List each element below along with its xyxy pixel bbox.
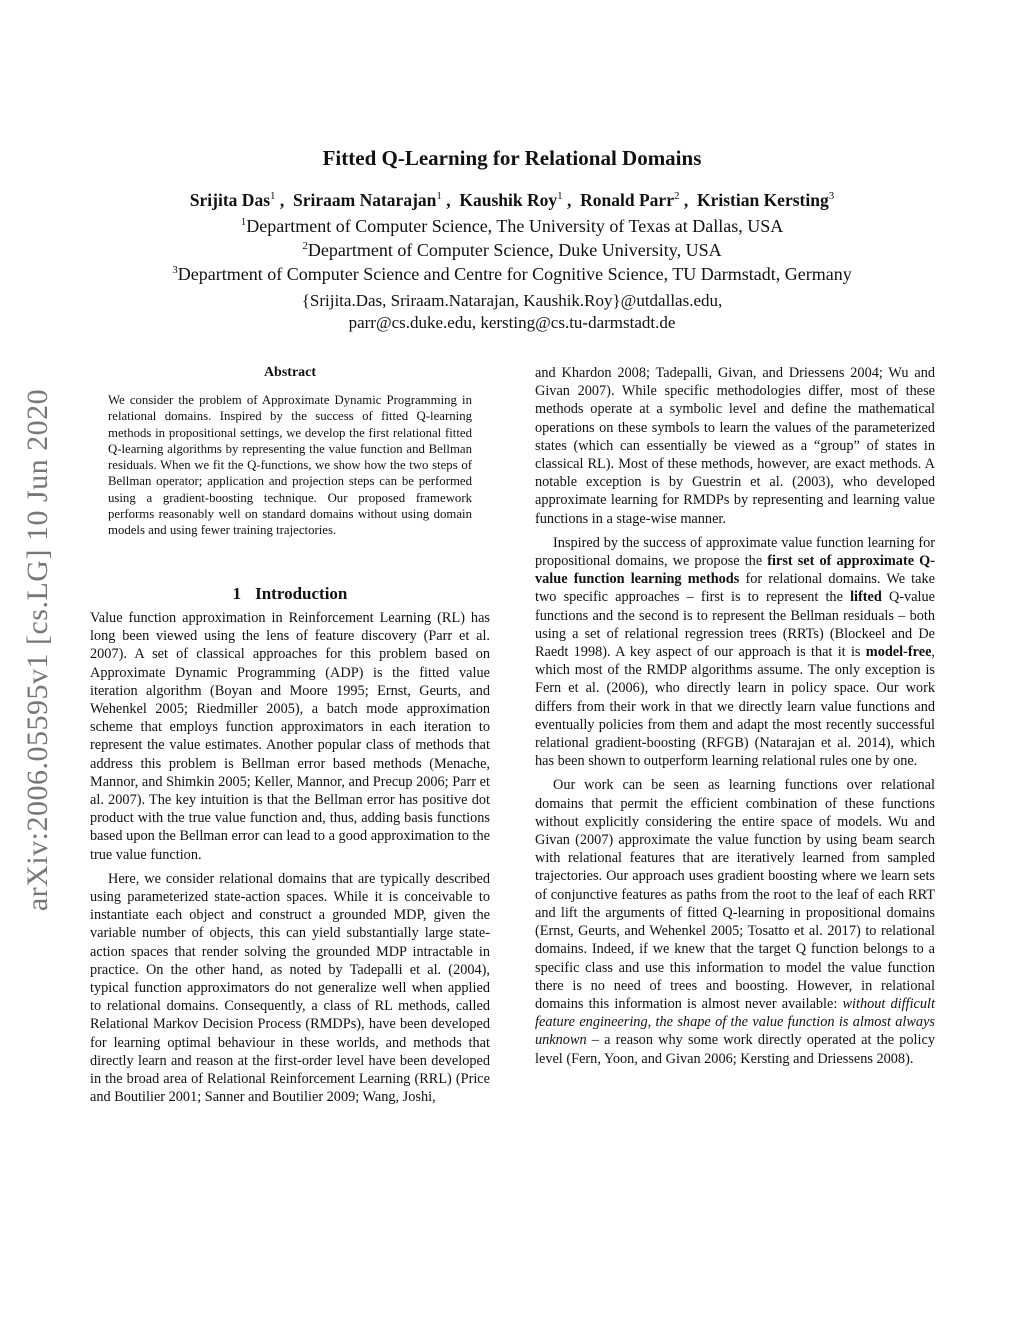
affiliation-line — [0, 216, 1024, 237]
paragraph: Our work can be seen as learning functions over relational domains that permit the efficient combination of these functions without explicitly considering the entire space of models. Wu and Givan (2007) approximate the value function by using beam search with relational features that are iteratively learned from sampled trajectories. Our approach uses gradient boosting where we learn sets of conjunctive features as paths from the root to the leaf of each RRT and lift the arguments of fitted Q-learning in propositional domains (Ernst, Geurts, and Wehenkel 2005; Tosatto et al. 2017) to relational domains. Indeed, if we knew that the target Q function belongs to a specific class and use this information to model the value function there is no need of trees and boosting. However, in relational domains this information is almost never available: without difficult feature engineering, the shape of the value function is almost always unknown – a reason why some work directly operated at the policy level (Fern, Yoon, and Givan 2006; Kersting and Driessens 2008). — [535, 777, 935, 1067]
arxiv-identifier-text: arXiv:2006.05595v1 [cs.LG] 10 Jun 2020 — [21, 388, 54, 912]
affiliation-line — [0, 264, 1024, 285]
paragraph: Here, we consider relational domains that are typically described using parameterized state-action spaces. While it is conceivable to instantiate each object and construct a grounded MDP, given the variable number of objects, this can yield substantially large state-action spaces that render solving the grounded MDP intractable in practice. On the other hand, as noted by Tadepalli et al. (2004), typical function approximators do not generalize well when applied to relational domains. Consequently, a class of RL methods, called Relational Markov Decision Process (RMDPs), have been developed for learning optimal behaviour in these worlds, and methods that directly learn and reason at the first-order level have been developed in the broad area of Relational Reinforcement Learning (RRL) (Price and Boutilier 2001; Sanner and Boutilier 2009; Wang, Joshi, — [90, 870, 490, 1106]
section-heading — [90, 584, 490, 604]
author-name: Srijita Das — [189, 190, 270, 210]
italic-phrase: without difficult feature engineering, the shape of the value function is almost always unknown — [535, 995, 935, 1049]
affiliation-text: Department of Computer Science, The University of Texas at Dallas, USA — [246, 216, 784, 236]
affiliation-mark: 3 — [828, 190, 835, 203]
paragraph: and Khardon 2008; Tadepalli, Givan, and Driessens 2004; Wu and Givan 2007). While specific methodologies differ, most of these methods operate at a symbolic level and define the mathematical operations on these symbols to learn the values of the parameterized states (which can essentially be viewed as a “group” of states in classical RL). Most of these methods, however, are exact methods. A notable exception is by Guestrin et al. (2003), who developed approximate learning for RMDPs by representing and learning value functions in a stage-wise manner. — [535, 365, 935, 527]
abstract-heading: Abstract — [263, 365, 317, 380]
affiliation-mark: 1 — [240, 216, 247, 228]
affiliation-mark: 1 — [557, 190, 563, 203]
affiliation-mark: 1 — [270, 190, 276, 203]
abstract-text: We consider the problem of Approximate Dynamic Programming in relational domains. Inspired by the success of fitted Q-learning methods in propositional settings, we develop the first relational fitted Q-learning algorithms by representing the value function and Bellman residuals. When we fit the Q-functions, we show how the two steps of Bellman operator; application and projection steps can be performed using a gradient-boosting technique. Our proposed framework performs reasonably well on standard domains without using domain models and using fewer training trajectories. — [108, 393, 472, 538]
author-name: Kristian Kersting — [696, 190, 829, 210]
email-line-2[interactable]: parr@cs.duke.edu, kersting@cs.tu-darmstadt.de — [348, 313, 676, 332]
author-name: Ronald Parr — [580, 190, 674, 210]
author-list: Srijita Das$^1$ , Sriraam Natarajan$^1$ , Kaushik Roy$^1$ , Ronald Parr$^2$ , Kristian Kersting$^3$ — [189, 190, 835, 210]
right-column — [535, 364, 935, 1074]
affiliation-mark: 1 — [436, 190, 442, 203]
affiliation-text: Department of Computer Science and Centre for Cognitive Science, TU Darmstadt, Germany — [177, 264, 852, 284]
paper-title: Fitted Q-Learning for Relational Domains — [322, 146, 702, 170]
affiliation-mark: 2 — [302, 240, 308, 252]
bold-phrase: first set of approximate Q-value function learning methods — [535, 553, 936, 588]
affiliation-mark: 3 — [172, 264, 178, 276]
paragraph: Value function approximation in Reinforcement Learning (RL) has long been viewed using the lens of feature discovery (Parr et al. 2007). A set of classical approaches for this problem based on Approximate Dynamic Programming (ADP) is the fitted value iteration algorithm (Boyan and Moore 1995; Ernst, Geurts, and Wehenkel 2005; Riedmiller 2005), a batch mode approximation scheme that employs function approximators in each iteration to represent the value estimates. Another popular class of methods that address this problem is Bellman error based methods (Menache, Mannor, and Shimkin 2005; Keller, Mannor, and Precup 2006; Parr et al. 2007). The key intuition is that the Bellman error has positive dot product with the true value function and, thus, adding basis functions based upon the Bellman error can lead to a good approximation to the true value function. — [90, 610, 490, 863]
left-column — [90, 609, 490, 1112]
section-number: 1 — [232, 584, 242, 603]
paragraph: Inspired by the success of approximate value function learning for propositional domains, we propose the first set of approximate Q-value function learning methods for relational domains. We take two specific approaches – first is to represent the lifted Q-value functions and the second is to represent the Bellman residuals – both using a set of relational regression trees (RRTs) (Blockeel and De Raedt 1998). A key aspect of our approach is that it is model-free, which most of the RMDP algorithms assume. The only exception is Fern et al. (2006), who directly learn in policy space. Our work differs from their work in that we directly learn value functions and eventually policies from them and adapt the most recently successful relational gradient-boosting (RFGB) (Natarajan et al. 2014), which has been shown to outperform learning relational rules one by one. — [535, 534, 936, 770]
author-name: Sriraam Natarajan — [293, 190, 437, 210]
author-name: Kaushik Roy — [459, 190, 558, 210]
affiliation-text: Department of Computer Science, Duke University, USA — [307, 240, 722, 260]
bold-phrase: model-free — [865, 644, 932, 661]
arxiv-identifier — [10, 355, 66, 945]
author-emails — [0, 290, 1024, 334]
email-line-1[interactable]: {Srijita.Das, Sriraam.Natarajan, Kaushik.Roy}@utdallas.edu, — [301, 291, 723, 310]
affiliation-line — [0, 240, 1024, 261]
affiliation-mark: 2 — [673, 190, 680, 203]
section-title: Introduction — [255, 584, 348, 603]
bold-phrase: lifted — [850, 589, 882, 606]
